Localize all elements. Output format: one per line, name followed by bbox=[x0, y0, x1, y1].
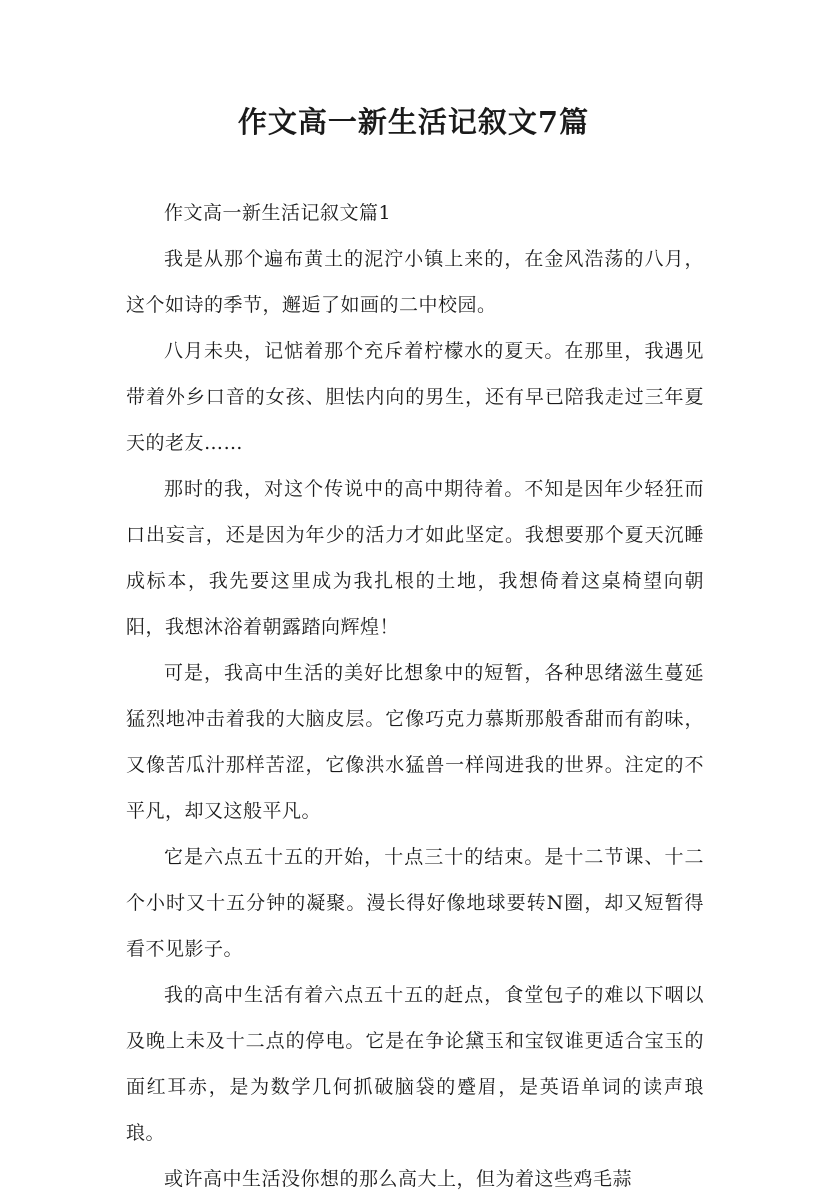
paragraph-3: 那时的我，对这个传说中的高中期待着。不知是因年少轻狂而口出妄言，还是因为年少的活力才如此坚定。我想要那个夏天沉睡成标本，我先要这里成为我扎根的土地，我想倚着这桌椅望向朝阳，我想沐浴着朝露踏向辉煌！ bbox=[126, 478, 704, 638]
paragraph-4: 可是，我高中生活的美好比想象中的短暂，各种思绪滋生蔓延猛烈地冲击着我的大脑皮层。它像巧克力慕斯那般香甜而有韵味，又像苦瓜汁那样苦涩，它像洪水猛兽一样闯进我的世界。注定的不平凡，却又这般平凡。 bbox=[126, 662, 704, 822]
paragraph-1: 我是从那个遍布黄土的泥泞小镇上来的，在金风浩荡的八月，这个如诗的季节，邂逅了如画的二中校园。 bbox=[126, 248, 704, 316]
document-body bbox=[126, 190, 704, 1202]
paragraph-6: 我的高中生活有着六点五十五的赶点，食堂包子的难以下咽以及晚上未及十二点的停电。它是在争论黛玉和宝钗谁更适合宝玉的面红耳赤，是为数学几何抓破脑袋的蹙眉，是英语单词的读声琅琅。 bbox=[126, 984, 704, 1144]
paragraph-2: 八月未央，记惦着那个充斥着柠檬水的夏天。在那里，我遇见带着外乡口音的女孩、胆怯内向的男生，还有早已陪我走过三年夏天的老友…… bbox=[126, 340, 704, 454]
section-heading: 作文高一新生活记叙文篇1 bbox=[164, 202, 392, 224]
paragraph-7: 或许高中生活没你想的那么高大上，但为着这些鸡毛蒜 bbox=[164, 1168, 633, 1190]
paragraph-5: 它是六点五十五的开始，十点三十的结束。是十二节课、十二个小时又十五分钟的凝聚。漫长得好像地球要转N圈，却又短暂得看不见影子。 bbox=[126, 846, 704, 960]
document-title: 作文高一新生活记叙文7篇 bbox=[237, 105, 590, 139]
